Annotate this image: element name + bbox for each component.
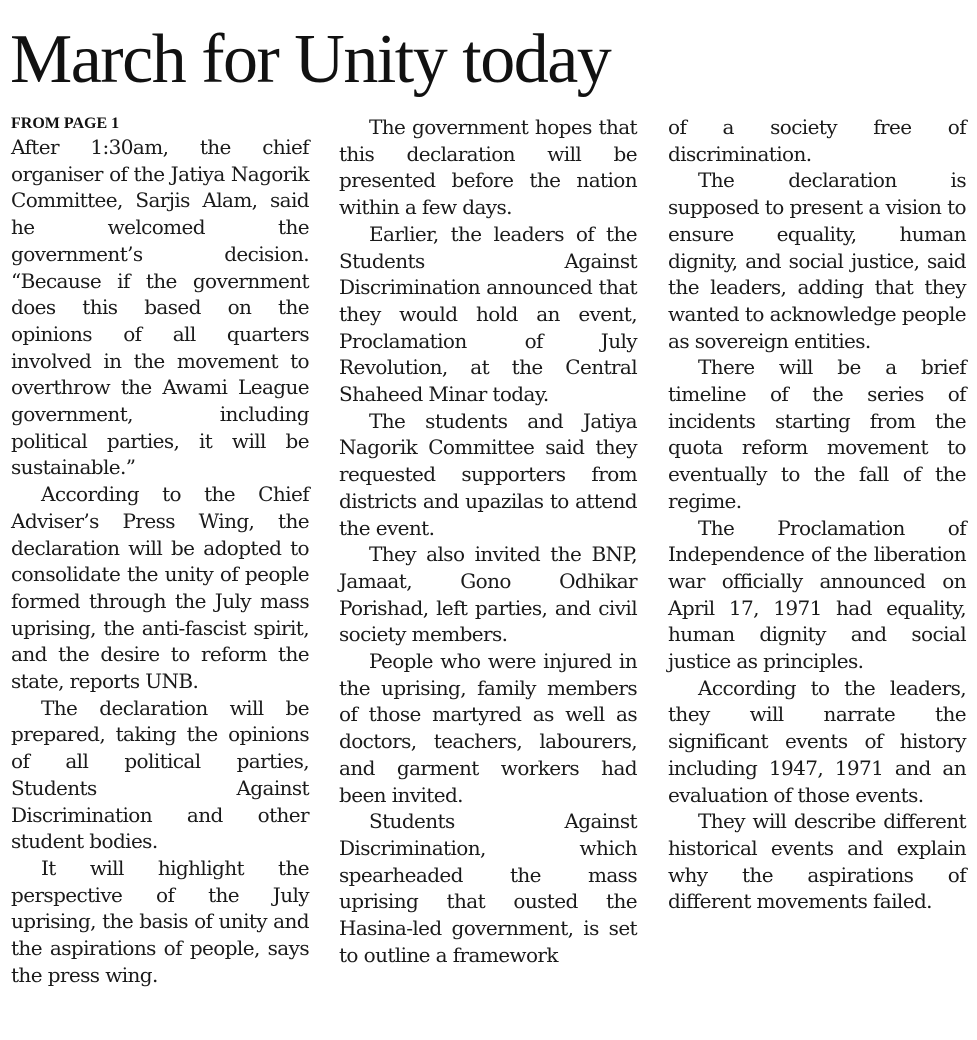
paragraph: Students Against Discrimination, which spearheaded the mass uprising that ousted the Hasina-led government, is set to outline a framework <box>339 809 637 967</box>
paragraph: Earlier, the leaders of the Students Against Discrimination announced that they would hold an event, Proclamation of July Revolution, at the Central Shaheed Minar today. <box>339 221 637 407</box>
paragraph: According to the Chief Adviser’s Press Wing, the declaration will be adopted to consolidate the unity of people formed through the July mass uprising, the anti-fascist spirit, and the desire to reform the state, reports UNB. <box>11 482 309 694</box>
paragraph: of a society free of discrimination. <box>668 115 966 166</box>
article-column-3 <box>668 114 966 915</box>
paragraph: People who were injured in the uprising, family members of those martyred as well as doctors, teachers, labourers, and garment workers had been invited. <box>339 649 637 807</box>
paragraph: After 1:30am, the chief organiser of the Jatiya Nagorik Committee, Sarjis Alam, said he welcomed the government’s decision. “Because if the government does this based on the opinions of all quarters involved in the movement to overthrow the Awami League government, including political parties, it will be sustainable.” <box>11 135 309 480</box>
paragraph: According to the leaders, they will narrate the significant events of history including 1947, 1971 and an evaluation of those events. <box>668 675 966 807</box>
paragraph: The declaration will be prepared, taking the opinions of all political parties, Students Against Discrimination and other student bodies. <box>11 695 309 854</box>
paragraph: The Proclamation of Independence of the liberation war officially announced on April 17, 1971 had equality, human dignity and social justice as principles. <box>668 515 966 674</box>
article-column-1 <box>11 114 309 989</box>
continuation-kicker: FROM PAGE 1 <box>11 115 120 132</box>
article-column-2 <box>339 114 637 969</box>
paragraph: They will describe different historical events and explain why the aspirations of different movements failed. <box>668 809 966 914</box>
paragraph: There will be a brief timeline of the series of incidents starting from the quota reform movement to eventually to the fall of the regime. <box>668 355 966 513</box>
paragraph: They also invited the BNP, Jamaat, Gono Odhikar Porishad, left parties, and civil society members. <box>339 542 637 647</box>
paragraph: It will highlight the perspective of the July uprising, the basis of unity and the aspirations of people, says the press wing. <box>11 855 309 987</box>
headline: March for Unity today <box>10 21 611 98</box>
paragraph: The students and Jatiya Nagorik Committee said they requested supporters from districts and upazilas to attend the event. <box>339 408 637 540</box>
paragraph: The government hopes that this declaration will be presented before the nation within a few days. <box>339 115 637 220</box>
paragraph: The declaration is supposed to present a vision to ensure equality, human dignity, and social justice, said the leaders, adding that they wanted to acknowledge people as sovereign entities. <box>668 168 966 353</box>
